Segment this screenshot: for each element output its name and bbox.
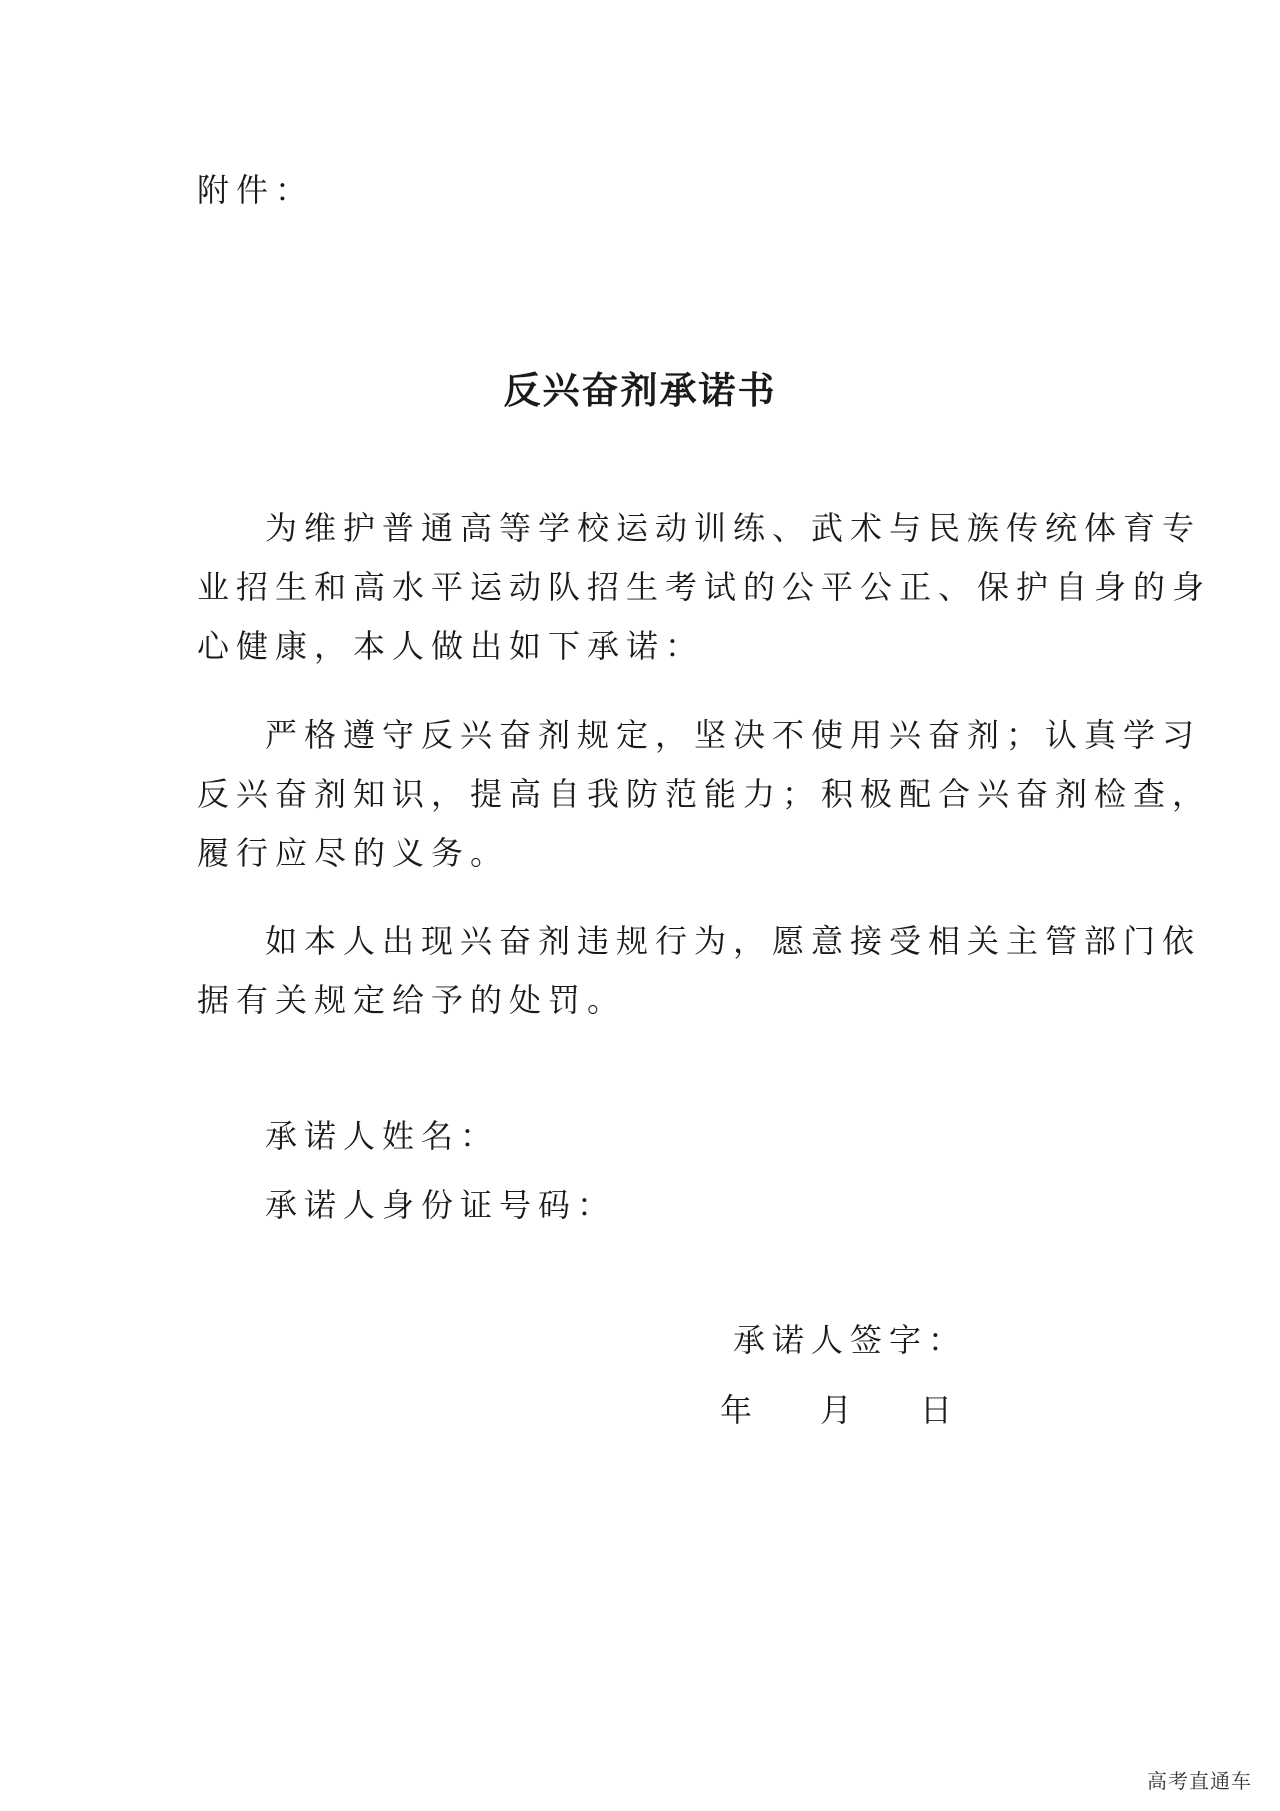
paragraph-3-line-2: 据有关规定给予的处罚。	[197, 981, 627, 1019]
attachment-label: 附件：	[197, 171, 315, 209]
date-year: 年	[720, 1391, 753, 1429]
signature-label: 承诺人签字：	[733, 1321, 968, 1359]
paragraph-2-line-3: 履行应尽的义务。	[197, 834, 510, 872]
paragraph-3-line-1: 如本人出现兴奋剂违规行为，愿意接受相关主管部门依	[265, 922, 1202, 960]
watermark-text: 高考直通车	[1147, 1769, 1252, 1793]
signature-date	[720, 1390, 952, 1430]
paragraph-2-line-1: 严格遵守反兴奋剂规定，坚决不使用兴奋剂；认真学习	[265, 716, 1202, 754]
name-field-label: 承诺人姓名：	[265, 1117, 500, 1155]
paragraph-1-line-1: 为维护普通高等学校运动训练、武术与民族传统体育专	[265, 509, 1202, 547]
date-month: 月	[820, 1391, 853, 1429]
id-number-field-label: 承诺人身份证号码：	[265, 1186, 617, 1224]
document-title: 反兴奋剂承诺书	[503, 369, 777, 412]
date-day: 日	[920, 1391, 953, 1429]
paragraph-1-line-2: 业招生和高水平运动队招生考试的公平公正、保护自身的身	[197, 568, 1212, 606]
paragraph-1-line-3: 心健康，本人做出如下承诺：	[197, 627, 705, 665]
paragraph-2-line-2: 反兴奋剂知识，提高自我防范能力；积极配合兴奋剂检查，	[197, 775, 1212, 813]
